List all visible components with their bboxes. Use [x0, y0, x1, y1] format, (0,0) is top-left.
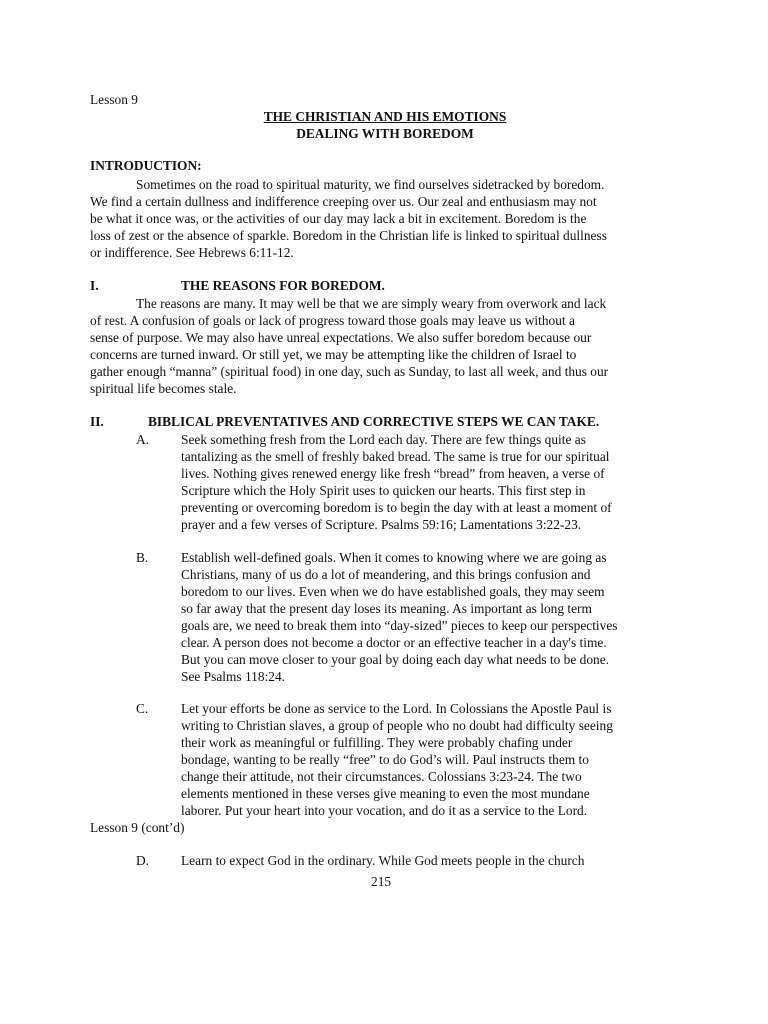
- section-1-line: concerns are turned inward. Or still yet, we may be attempting like the children of Israel to: [90, 347, 577, 362]
- section-1-line: spiritual life becomes stale.: [90, 381, 237, 396]
- item-a-line: Scripture which the Holy Spirit uses to quicken our hearts. This first step in: [181, 483, 586, 498]
- item-c-letter: C.: [136, 701, 149, 716]
- item-a-line: preventing or overcoming boredom is to begin the day with at least a moment of: [181, 500, 612, 515]
- item-c-line: their work as meaningful or fulfilling. They were probably chafing under: [181, 735, 573, 750]
- item-a-letter: A.: [136, 432, 150, 447]
- section-1-line: of rest. A confusion of goals or lack of progress toward those goals may leave us without a: [90, 313, 575, 328]
- section-1-line: sense of purpose. We may also have unreal expectations. We also suffer boredom because our: [90, 330, 592, 345]
- item-d-letter: D.: [136, 853, 150, 868]
- document-title: THE CHRISTIAN AND HIS EMOTIONS: [263, 109, 507, 124]
- item-c-line: writing to Christian slaves, a group of people who no doubt had difficulty seeing: [181, 718, 613, 733]
- item-b-line: Christians, many of us do a lot of meandering, and this brings confusion and: [181, 567, 591, 582]
- item-c-line: laborer. Put your heart into your vocation, and do it as a service to the Lord.: [181, 803, 588, 818]
- item-a-line: prayer and a few verses of Scripture. Psalms 59:16; Lamentations 3:22-23.: [181, 517, 582, 532]
- introduction-heading: INTRODUCTION:: [90, 158, 202, 173]
- page-number: 215: [371, 874, 392, 889]
- section-1-heading: THE REASONS FOR BOREDOM.: [181, 278, 385, 293]
- item-b-line: See Psalms 118:24.: [181, 669, 286, 684]
- item-a-line: lives. Nothing gives renewed energy like fresh “bread” from heaven, a verse of: [181, 466, 605, 481]
- introduction-line: We find a certain dullness and indifference creeping over us. Our zeal and enthusiasm may not: [90, 194, 597, 209]
- introduction-line: or indifference. See Hebrews 6:11-12.: [90, 245, 294, 260]
- continued-label: Lesson 9 (cont’d): [90, 820, 185, 835]
- item-c-line: elements mentioned in these verses give meaning to even the most mundane: [181, 786, 590, 801]
- item-b-line: boredom to our lives. Even when we do have established goals, they may seem: [181, 584, 605, 599]
- section-1-line: The reasons are many. It may well be that we are simply weary from overwork and lack: [136, 296, 607, 311]
- item-a-line: Seek something fresh from the Lord each day. There are few things quite as: [181, 432, 586, 447]
- introduction-line: Sometimes on the road to spiritual maturity, we find ourselves sidetracked by boredom.: [136, 177, 605, 192]
- item-c-line: bondage, wanting to be really “free” to do God’s will. Paul instructs them to: [181, 752, 589, 767]
- section-2-heading: BIBLICAL PREVENTATIVES AND CORRECTIVE STEPS WE CAN TAKE.: [148, 414, 600, 429]
- document-subtitle: DEALING WITH BOREDOM: [296, 126, 474, 141]
- introduction-line: be what it once was, or the activities of our day may lack a bit in excitement. Boredom is the: [90, 211, 587, 226]
- item-b-letter: B.: [136, 550, 149, 565]
- section-2-numeral: II.: [90, 414, 104, 429]
- lesson-label: Lesson 9: [90, 92, 138, 107]
- introduction-line: loss of zest or the absence of sparkle. Boredom in the Christian life is linked to spiritual dullness: [90, 228, 607, 243]
- section-1-numeral: I.: [90, 278, 99, 293]
- item-b-line: goals are, we need to break them into “day-sized” pieces to keep our perspectives: [181, 618, 618, 633]
- section-1-line: gather enough “manna” (spiritual food) in one day, such as Sunday, to last all week, and thus our: [90, 364, 609, 379]
- item-b-line: so far away that the present day loses its meaning. As important as long term: [181, 601, 592, 616]
- item-a-line: tantalizing as the smell of freshly baked bread. The same is true for our spiritual: [181, 449, 610, 464]
- item-c-line: change their attitude, not their circumstances. Colossians 3:23-24. The two: [181, 769, 582, 784]
- item-d-line: Learn to expect God in the ordinary. While God meets people in the church: [181, 853, 585, 868]
- item-b-line: But you can move closer to your goal by doing each day what needs to be done.: [181, 652, 610, 667]
- item-c-line: Let your efforts be done as service to the Lord. In Colossians the Apostle Paul is: [181, 701, 612, 716]
- item-b-line: clear. A person does not become a doctor or an effective teacher in a day's time.: [181, 635, 607, 650]
- item-b-line: Establish well-defined goals. When it comes to knowing where we are going as: [181, 550, 607, 565]
